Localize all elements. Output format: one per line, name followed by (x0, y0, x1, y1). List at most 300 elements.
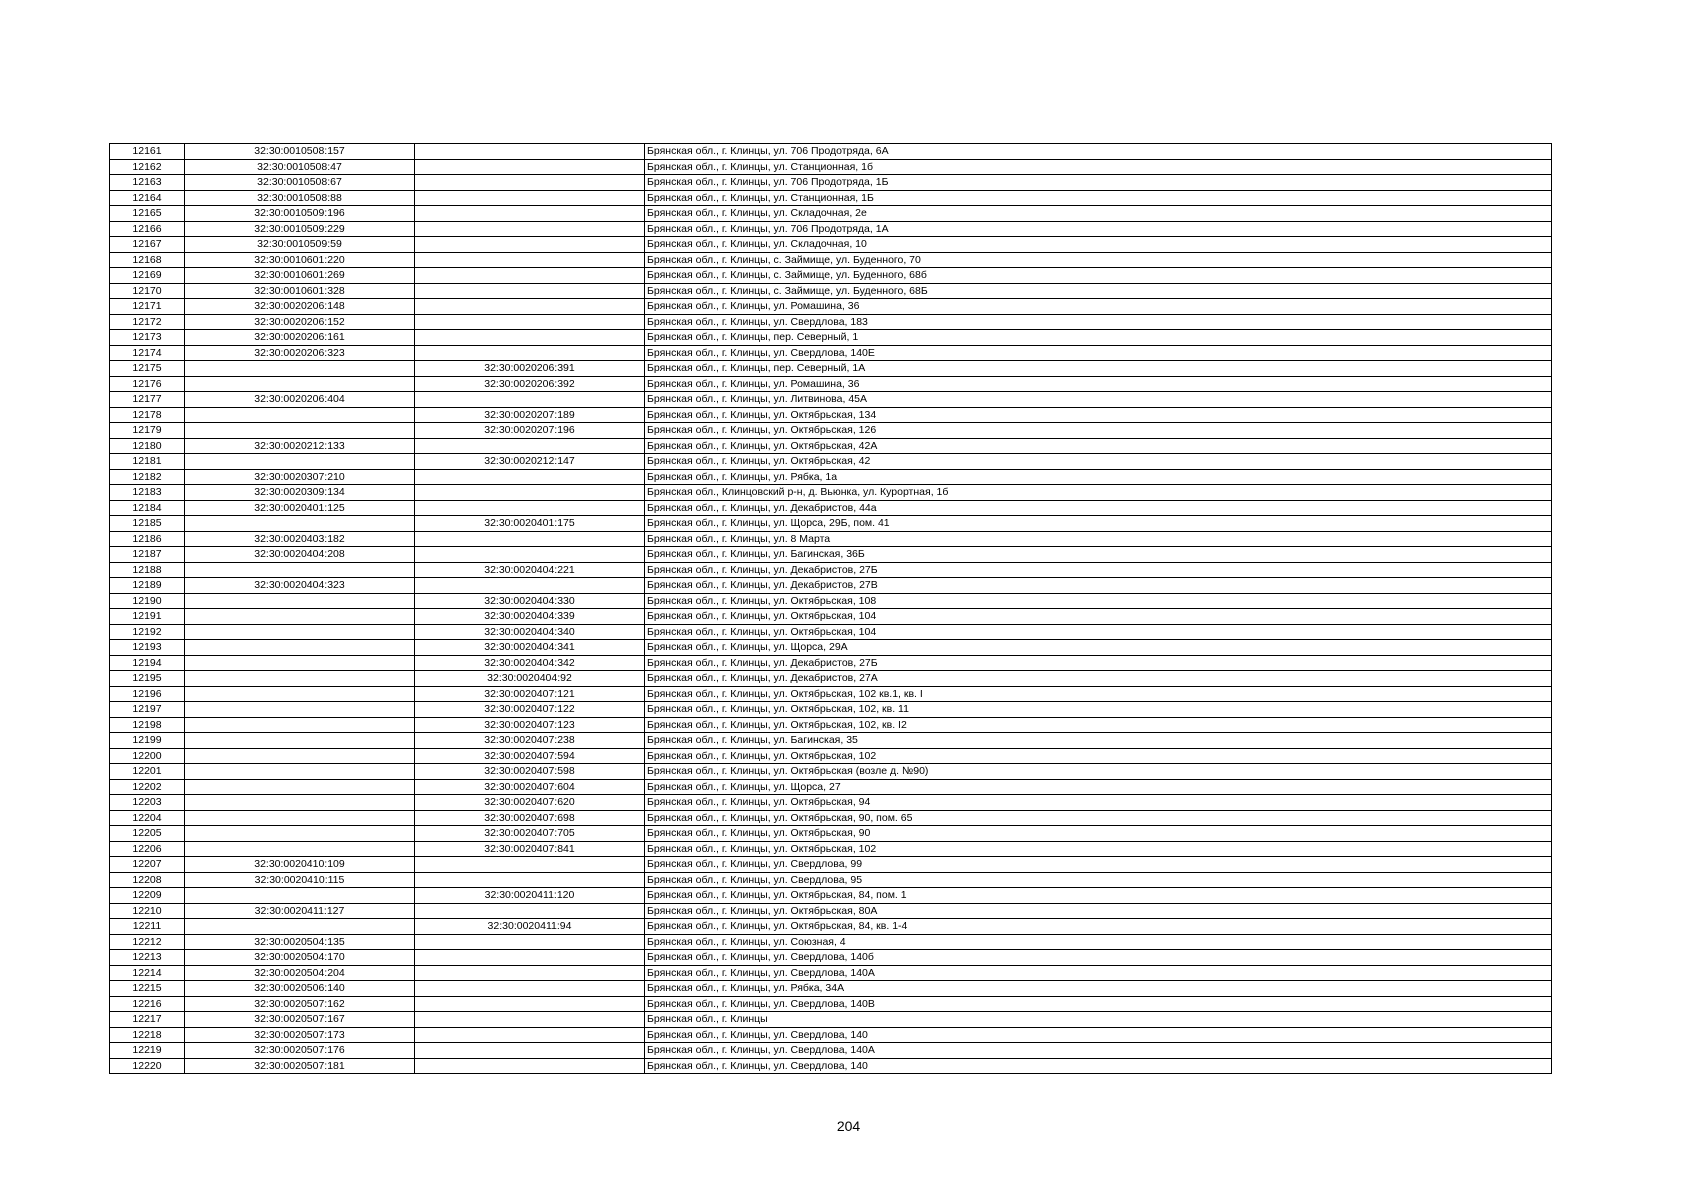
table-row (110, 671, 1552, 687)
address-cell: Брянская обл., г. Клинцы, ул. Щорса, 29А (645, 640, 1552, 656)
cadastral-number-building-cell (185, 454, 415, 470)
table-row (110, 717, 1552, 733)
row-number-cell: 12166 (110, 221, 185, 237)
cadastral-number-premises-cell (415, 1058, 645, 1074)
property-registry-table (109, 143, 1552, 1074)
cadastral-number-building-cell: 32:30:0020206:161 (185, 330, 415, 346)
row-number-cell: 12164 (110, 190, 185, 206)
cadastral-number-premises-cell (415, 950, 645, 966)
address-cell: Брянская обл., г. Клинцы, ул. Свердлова, 140б (645, 950, 1552, 966)
cadastral-number-premises-cell: 32:30:0020404:341 (415, 640, 645, 656)
table-row (110, 438, 1552, 454)
table-row (110, 748, 1552, 764)
address-cell: Брянская обл., Клинцовский р-н, д. Вьюнка, ул. Курортная, 1б (645, 485, 1552, 501)
address-cell: Брянская обл., г. Клинцы, ул. 706 Продотряда, 1Б (645, 175, 1552, 191)
table-row (110, 996, 1552, 1012)
cadastral-number-premises-cell: 32:30:0020407:238 (415, 733, 645, 749)
address-cell: Брянская обл., г. Клинцы, ул. Свердлова, 140 (645, 1027, 1552, 1043)
address-cell: Брянская обл., г. Клинцы, ул. Свердлова, 140В (645, 996, 1552, 1012)
cadastral-number-premises-cell (415, 252, 645, 268)
address-cell: Брянская обл., г. Клинцы, ул. Октябрьская, 126 (645, 423, 1552, 439)
table-row (110, 547, 1552, 563)
cadastral-number-building-cell (185, 888, 415, 904)
row-number-cell: 12185 (110, 516, 185, 532)
row-number-cell: 12163 (110, 175, 185, 191)
cadastral-number-premises-cell (415, 144, 645, 160)
cadastral-number-building-cell: 32:30:0020206:148 (185, 299, 415, 315)
address-cell: Брянская обл., г. Клинцы, ул. Свердлова, 95 (645, 872, 1552, 888)
table-row (110, 237, 1552, 253)
table-row (110, 144, 1552, 160)
row-number-cell: 12182 (110, 469, 185, 485)
address-cell: Брянская обл., г. Клинцы, ул. Декабристов, 27Б (645, 655, 1552, 671)
table-row (110, 1058, 1552, 1074)
address-cell: Брянская обл., г. Клинцы, ул. Октябрьская, 102, кв. I2 (645, 717, 1552, 733)
cadastral-number-building-cell (185, 733, 415, 749)
table-row (110, 950, 1552, 966)
cadastral-number-building-cell: 32:30:0010509:59 (185, 237, 415, 253)
address-cell: Брянская обл., г. Клинцы, ул. Октябрьская, 84, пом. 1 (645, 888, 1552, 904)
address-cell: Брянская обл., г. Клинцы, ул. Декабристов, 27А (645, 671, 1552, 687)
cadastral-number-premises-cell: 32:30:0020407:598 (415, 764, 645, 780)
row-number-cell: 12190 (110, 593, 185, 609)
cadastral-number-building-cell: 32:30:0020504:204 (185, 965, 415, 981)
cadastral-number-building-cell (185, 841, 415, 857)
cadastral-number-premises-cell: 32:30:0020407:841 (415, 841, 645, 857)
table-row (110, 531, 1552, 547)
cadastral-number-premises-cell (415, 934, 645, 950)
address-cell: Брянская обл., г. Клинцы, пер. Северный, 1А (645, 361, 1552, 377)
table-row (110, 624, 1552, 640)
cadastral-number-building-cell: 32:30:0020507:173 (185, 1027, 415, 1043)
table-row (110, 330, 1552, 346)
cadastral-number-premises-cell (415, 175, 645, 191)
cadastral-number-building-cell: 32:30:0020504:135 (185, 934, 415, 950)
cadastral-number-building-cell: 32:30:0020206:323 (185, 345, 415, 361)
address-cell: Брянская обл., г. Клинцы, ул. Октябрьская, 102 (645, 748, 1552, 764)
registry-table-body (110, 144, 1552, 1074)
address-cell: Брянская обл., г. Клинцы, ул. Свердлова, 140 (645, 1058, 1552, 1074)
cadastral-number-building-cell: 32:30:0020403:182 (185, 531, 415, 547)
table-row (110, 159, 1552, 175)
cadastral-number-premises-cell (415, 268, 645, 284)
cadastral-number-building-cell (185, 640, 415, 656)
cadastral-number-building-cell (185, 562, 415, 578)
row-number-cell: 12189 (110, 578, 185, 594)
row-number-cell: 12206 (110, 841, 185, 857)
cadastral-number-premises-cell: 32:30:0020407:123 (415, 717, 645, 733)
row-number-cell: 12195 (110, 671, 185, 687)
cadastral-number-building-cell (185, 764, 415, 780)
table-row (110, 764, 1552, 780)
row-number-cell: 12205 (110, 826, 185, 842)
address-cell: Брянская обл., г. Клинцы, ул. 706 Продотряда, 6А (645, 144, 1552, 160)
cadastral-number-premises-cell (415, 299, 645, 315)
address-cell: Брянская обл., г. Клинцы, ул. Октябрьская, 94 (645, 795, 1552, 811)
address-cell: Брянская обл., г. Клинцы, ул. Октябрьская, 80А (645, 903, 1552, 919)
row-number-cell: 12167 (110, 237, 185, 253)
address-cell: Брянская обл., г. Клинцы, ул. Октябрьская, 102, кв. 11 (645, 702, 1552, 718)
address-cell: Брянская обл., г. Клинцы, ул. Свердлова, 99 (645, 857, 1552, 873)
address-cell: Брянская обл., г. Клинцы, ул. 8 Марта (645, 531, 1552, 547)
address-cell: Брянская обл., г. Клинцы, ул. Свердлова, 140А (645, 965, 1552, 981)
row-number-cell: 12217 (110, 1012, 185, 1028)
cadastral-number-building-cell: 32:30:0010509:196 (185, 206, 415, 222)
cadastral-number-building-cell: 32:30:0010601:328 (185, 283, 415, 299)
row-number-cell: 12216 (110, 996, 185, 1012)
cadastral-number-building-cell: 32:30:0020506:140 (185, 981, 415, 997)
table-row (110, 268, 1552, 284)
cadastral-number-premises-cell (415, 283, 645, 299)
cadastral-number-building-cell: 32:30:0020309:134 (185, 485, 415, 501)
cadastral-number-premises-cell (415, 531, 645, 547)
cadastral-number-premises-cell: 32:30:0020407:705 (415, 826, 645, 842)
address-cell: Брянская обл., г. Клинцы, ул. Литвинова, 45А (645, 392, 1552, 408)
cadastral-number-premises-cell (415, 981, 645, 997)
cadastral-number-premises-cell: 32:30:0020404:330 (415, 593, 645, 609)
cadastral-number-premises-cell: 32:30:0020212:147 (415, 454, 645, 470)
cadastral-number-premises-cell: 32:30:0020401:175 (415, 516, 645, 532)
cadastral-number-building-cell (185, 516, 415, 532)
table-row (110, 857, 1552, 873)
cadastral-number-premises-cell (415, 857, 645, 873)
table-row (110, 888, 1552, 904)
table-row (110, 655, 1552, 671)
address-cell: Брянская обл., г. Клинцы, ул. Октябрьская, 42А (645, 438, 1552, 454)
address-cell: Брянская обл., г. Клинцы, ул. Октябрьская, 104 (645, 624, 1552, 640)
table-row (110, 686, 1552, 702)
table-row (110, 733, 1552, 749)
cadastral-number-building-cell (185, 717, 415, 733)
address-cell: Брянская обл., г. Клинцы, с. Займище, ул. Буденного, 68б (645, 268, 1552, 284)
row-number-cell: 12169 (110, 268, 185, 284)
address-cell: Брянская обл., г. Клинцы, ул. Свердлова, 183 (645, 314, 1552, 330)
address-cell: Брянская обл., г. Клинцы, с. Займище, ул. Буденного, 68Б (645, 283, 1552, 299)
cadastral-number-building-cell (185, 671, 415, 687)
table-row (110, 965, 1552, 981)
cadastral-number-building-cell: 32:30:0020504:170 (185, 950, 415, 966)
address-cell: Брянская обл., г. Клинцы, ул. Рябка, 1а (645, 469, 1552, 485)
cadastral-number-premises-cell (415, 996, 645, 1012)
table-row (110, 841, 1552, 857)
cadastral-number-premises-cell (415, 578, 645, 594)
row-number-cell: 12170 (110, 283, 185, 299)
cadastral-number-building-cell: 32:30:0020206:152 (185, 314, 415, 330)
row-number-cell: 12201 (110, 764, 185, 780)
table-row (110, 345, 1552, 361)
cadastral-number-building-cell (185, 376, 415, 392)
cadastral-number-building-cell (185, 655, 415, 671)
cadastral-number-building-cell (185, 826, 415, 842)
cadastral-number-premises-cell: 32:30:0020407:122 (415, 702, 645, 718)
cadastral-number-premises-cell (415, 965, 645, 981)
cadastral-number-premises-cell (415, 190, 645, 206)
cadastral-number-premises-cell (415, 872, 645, 888)
table-row (110, 578, 1552, 594)
cadastral-number-premises-cell: 32:30:0020407:620 (415, 795, 645, 811)
table-row (110, 903, 1552, 919)
address-cell: Брянская обл., г. Клинцы, ул. Октябрьская, 90 (645, 826, 1552, 842)
row-number-cell: 12204 (110, 810, 185, 826)
table-row (110, 252, 1552, 268)
table-row (110, 934, 1552, 950)
cadastral-number-premises-cell (415, 392, 645, 408)
row-number-cell: 12193 (110, 640, 185, 656)
row-number-cell: 12174 (110, 345, 185, 361)
row-number-cell: 12188 (110, 562, 185, 578)
cadastral-number-premises-cell: 32:30:0020411:120 (415, 888, 645, 904)
address-cell: Брянская обл., г. Клинцы, ул. Складочная, 2е (645, 206, 1552, 222)
cadastral-number-building-cell: 32:30:0020507:181 (185, 1058, 415, 1074)
table-row (110, 562, 1552, 578)
table-row (110, 826, 1552, 842)
address-cell: Брянская обл., г. Клинцы, ул. Ромашина, 36 (645, 299, 1552, 315)
row-number-cell: 12181 (110, 454, 185, 470)
row-number-cell: 12180 (110, 438, 185, 454)
cadastral-number-premises-cell (415, 903, 645, 919)
cadastral-number-premises-cell: 32:30:0020207:189 (415, 407, 645, 423)
address-cell: Брянская обл., г. Клинцы, ул. Станционная, 1Б (645, 190, 1552, 206)
address-cell: Брянская обл., г. Клинцы, ул. Багинская, 35 (645, 733, 1552, 749)
table-row (110, 500, 1552, 516)
row-number-cell: 12179 (110, 423, 185, 439)
table-row (110, 361, 1552, 377)
cadastral-number-premises-cell: 32:30:0020407:698 (415, 810, 645, 826)
table-row (110, 314, 1552, 330)
cadastral-number-premises-cell: 32:30:0020407:121 (415, 686, 645, 702)
row-number-cell: 12165 (110, 206, 185, 222)
table-row (110, 485, 1552, 501)
cadastral-number-building-cell (185, 779, 415, 795)
table-row (110, 981, 1552, 997)
table-row (110, 376, 1552, 392)
row-number-cell: 12199 (110, 733, 185, 749)
cadastral-number-building-cell (185, 702, 415, 718)
table-row (110, 221, 1552, 237)
cadastral-number-premises-cell: 32:30:0020404:340 (415, 624, 645, 640)
row-number-cell: 12172 (110, 314, 185, 330)
table-row (110, 516, 1552, 532)
cadastral-number-building-cell (185, 593, 415, 609)
cadastral-number-building-cell (185, 919, 415, 935)
table-row (110, 1043, 1552, 1059)
row-number-cell: 12161 (110, 144, 185, 160)
address-cell: Брянская обл., г. Клинцы, ул. 706 Продотряда, 1А (645, 221, 1552, 237)
address-cell: Брянская обл., г. Клинцы, ул. Щорса, 29Б, пом. 41 (645, 516, 1552, 532)
cadastral-number-building-cell (185, 795, 415, 811)
address-cell: Брянская обл., г. Клинцы, с. Займище, ул. Буденного, 70 (645, 252, 1552, 268)
cadastral-number-premises-cell (415, 500, 645, 516)
table-row (110, 454, 1552, 470)
cadastral-number-premises-cell (415, 330, 645, 346)
cadastral-number-premises-cell: 32:30:0020404:221 (415, 562, 645, 578)
address-cell: Брянская обл., г. Клинцы, ул. Свердлова, 140Е (645, 345, 1552, 361)
cadastral-number-building-cell: 32:30:0010508:157 (185, 144, 415, 160)
cadastral-number-building-cell: 32:30:0020206:404 (185, 392, 415, 408)
cadastral-number-building-cell: 32:30:0010508:47 (185, 159, 415, 175)
row-number-cell: 12212 (110, 934, 185, 950)
cadastral-number-premises-cell (415, 237, 645, 253)
row-number-cell: 12162 (110, 159, 185, 175)
cadastral-number-building-cell: 32:30:0020404:208 (185, 547, 415, 563)
row-number-cell: 12198 (110, 717, 185, 733)
cadastral-number-premises-cell: 32:30:0020206:392 (415, 376, 645, 392)
row-number-cell: 12175 (110, 361, 185, 377)
row-number-cell: 12186 (110, 531, 185, 547)
cadastral-number-building-cell (185, 810, 415, 826)
row-number-cell: 12194 (110, 655, 185, 671)
row-number-cell: 12171 (110, 299, 185, 315)
row-number-cell: 12178 (110, 407, 185, 423)
address-cell: Брянская обл., г. Клинцы, ул. Октябрьская, 102 (645, 841, 1552, 857)
cadastral-number-premises-cell: 32:30:0020206:391 (415, 361, 645, 377)
cadastral-number-premises-cell: 32:30:0020407:594 (415, 748, 645, 764)
row-number-cell: 12209 (110, 888, 185, 904)
address-cell: Брянская обл., г. Клинцы, ул. Ромашина, 36 (645, 376, 1552, 392)
table-row (110, 795, 1552, 811)
cadastral-number-premises-cell: 32:30:0020207:196 (415, 423, 645, 439)
address-cell: Брянская обл., г. Клинцы, пер. Северный, 1 (645, 330, 1552, 346)
table-row (110, 919, 1552, 935)
table-row (110, 190, 1552, 206)
cadastral-number-building-cell (185, 686, 415, 702)
address-cell: Брянская обл., г. Клинцы, ул. Октябрьская, 42 (645, 454, 1552, 470)
cadastral-number-building-cell: 32:30:0010508:88 (185, 190, 415, 206)
table-row (110, 609, 1552, 625)
address-cell: Брянская обл., г. Клинцы, ул. Союзная, 4 (645, 934, 1552, 950)
row-number-cell: 12196 (110, 686, 185, 702)
row-number-cell: 12184 (110, 500, 185, 516)
row-number-cell: 12192 (110, 624, 185, 640)
row-number-cell: 12191 (110, 609, 185, 625)
row-number-cell: 12211 (110, 919, 185, 935)
row-number-cell: 12183 (110, 485, 185, 501)
row-number-cell: 12210 (110, 903, 185, 919)
cadastral-number-building-cell: 32:30:0020507:162 (185, 996, 415, 1012)
address-cell: Брянская обл., г. Клинцы, ул. Октябрьская, 102 кв.1, кв. I (645, 686, 1552, 702)
cadastral-number-premises-cell (415, 438, 645, 454)
cadastral-number-building-cell (185, 361, 415, 377)
cadastral-number-building-cell: 32:30:0010601:220 (185, 252, 415, 268)
cadastral-number-premises-cell (415, 1012, 645, 1028)
address-cell: Брянская обл., г. Клинцы, ул. Декабристов, 44а (645, 500, 1552, 516)
row-number-cell: 12203 (110, 795, 185, 811)
address-cell: Брянская обл., г. Клинцы, ул. Октябрьская, 134 (645, 407, 1552, 423)
row-number-cell: 12176 (110, 376, 185, 392)
address-cell: Брянская обл., г. Клинцы, ул. Октябрьская, 84, кв. 1-4 (645, 919, 1552, 935)
cadastral-number-building-cell (185, 423, 415, 439)
cadastral-number-building-cell: 32:30:0020410:115 (185, 872, 415, 888)
address-cell: Брянская обл., г. Клинцы, ул. Станционная, 1б (645, 159, 1552, 175)
row-number-cell: 12173 (110, 330, 185, 346)
cadastral-number-building-cell: 32:30:0020507:176 (185, 1043, 415, 1059)
cadastral-number-building-cell: 32:30:0020401:125 (185, 500, 415, 516)
row-number-cell: 12220 (110, 1058, 185, 1074)
cadastral-number-premises-cell: 32:30:0020404:342 (415, 655, 645, 671)
address-cell: Брянская обл., г. Клинцы, ул. Щорса, 27 (645, 779, 1552, 795)
table-row (110, 702, 1552, 718)
table-row (110, 299, 1552, 315)
cadastral-number-premises-cell (415, 547, 645, 563)
row-number-cell: 12200 (110, 748, 185, 764)
cadastral-number-building-cell: 32:30:0020507:167 (185, 1012, 415, 1028)
cadastral-number-building-cell: 32:30:0020404:323 (185, 578, 415, 594)
cadastral-number-building-cell: 32:30:0020410:109 (185, 857, 415, 873)
table-row (110, 593, 1552, 609)
table-row (110, 872, 1552, 888)
table-row (110, 810, 1552, 826)
address-cell: Брянская обл., г. Клинцы, ул. Октябрьская, 108 (645, 593, 1552, 609)
cadastral-number-premises-cell (415, 314, 645, 330)
row-number-cell: 12177 (110, 392, 185, 408)
cadastral-number-premises-cell (415, 159, 645, 175)
table-row (110, 407, 1552, 423)
cadastral-number-premises-cell: 32:30:0020404:92 (415, 671, 645, 687)
table-row (110, 1027, 1552, 1043)
cadastral-number-building-cell (185, 748, 415, 764)
row-number-cell: 12197 (110, 702, 185, 718)
row-number-cell: 12219 (110, 1043, 185, 1059)
table-row (110, 469, 1552, 485)
address-cell: Брянская обл., г. Клинцы, ул. Багинская, 36Б (645, 547, 1552, 563)
cadastral-number-premises-cell (415, 345, 645, 361)
row-number-cell: 12202 (110, 779, 185, 795)
address-cell: Брянская обл., г. Клинцы, ул. Октябрьская, 104 (645, 609, 1552, 625)
row-number-cell: 12168 (110, 252, 185, 268)
cadastral-number-building-cell (185, 609, 415, 625)
address-cell: Брянская обл., г. Клинцы (645, 1012, 1552, 1028)
table-row (110, 283, 1552, 299)
address-cell: Брянская обл., г. Клинцы, ул. Декабристов, 27В (645, 578, 1552, 594)
table-row (110, 779, 1552, 795)
cadastral-number-premises-cell (415, 1027, 645, 1043)
cadastral-number-premises-cell: 32:30:0020411:94 (415, 919, 645, 935)
cadastral-number-building-cell: 32:30:0010509:229 (185, 221, 415, 237)
table-row (110, 423, 1552, 439)
table-row (110, 175, 1552, 191)
cadastral-number-building-cell: 32:30:0020307:210 (185, 469, 415, 485)
table-row (110, 1012, 1552, 1028)
cadastral-number-building-cell: 32:30:0020212:133 (185, 438, 415, 454)
address-cell: Брянская обл., г. Клинцы, ул. Рябка, 34А (645, 981, 1552, 997)
cadastral-number-building-cell: 32:30:0020411:127 (185, 903, 415, 919)
row-number-cell: 12213 (110, 950, 185, 966)
address-cell: Брянская обл., г. Клинцы, ул. Октябрьская, 90, пом. 65 (645, 810, 1552, 826)
row-number-cell: 12187 (110, 547, 185, 563)
address-cell: Брянская обл., г. Клинцы, ул. Декабристов, 27Б (645, 562, 1552, 578)
row-number-cell: 12208 (110, 872, 185, 888)
cadastral-number-building-cell (185, 407, 415, 423)
address-cell: Брянская обл., г. Клинцы, ул. Октябрьская (возле д. №90) (645, 764, 1552, 780)
row-number-cell: 12215 (110, 981, 185, 997)
row-number-cell: 12207 (110, 857, 185, 873)
cadastral-number-premises-cell (415, 206, 645, 222)
cadastral-number-premises-cell (415, 469, 645, 485)
row-number-cell: 12214 (110, 965, 185, 981)
cadastral-number-building-cell: 32:30:0010601:269 (185, 268, 415, 284)
row-number-cell: 12218 (110, 1027, 185, 1043)
table-row (110, 392, 1552, 408)
page-number: 204 (836, 1118, 861, 1134)
cadastral-number-premises-cell (415, 485, 645, 501)
table-row (110, 640, 1552, 656)
cadastral-number-premises-cell: 32:30:0020407:604 (415, 779, 645, 795)
cadastral-number-premises-cell (415, 221, 645, 237)
cadastral-number-building-cell: 32:30:0010508:67 (185, 175, 415, 191)
cadastral-number-premises-cell: 32:30:0020404:339 (415, 609, 645, 625)
table-row (110, 206, 1552, 222)
cadastral-number-building-cell (185, 624, 415, 640)
